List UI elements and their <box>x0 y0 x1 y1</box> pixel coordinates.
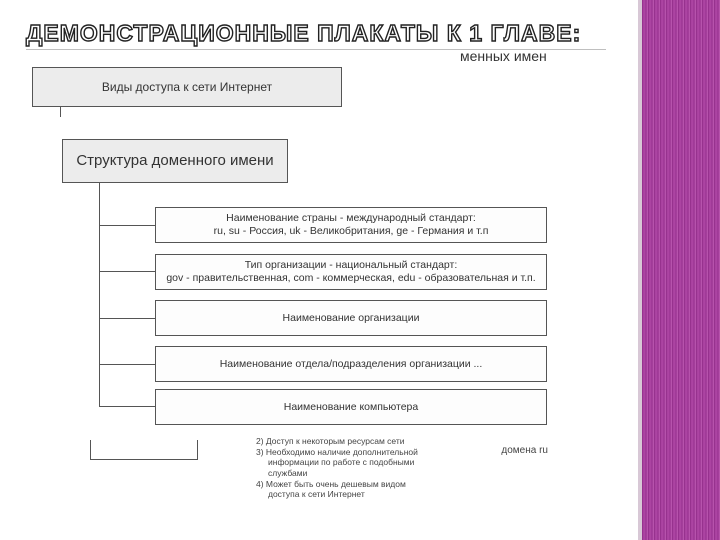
level-box-computer <box>155 389 547 425</box>
connector-h-3 <box>99 318 155 319</box>
level-org-type-line2: gov - правительственная, com - коммерческая, edu - образовательная и т.п. <box>166 272 536 284</box>
background-right-note <box>496 445 548 457</box>
connector-h-1 <box>99 225 155 226</box>
level-org-name-label: Наименование организации <box>282 311 420 324</box>
level-box-country <box>155 207 547 243</box>
level-country-line1: Наименование страны - международный стандарт: <box>226 212 476 225</box>
box-access-types <box>32 67 342 107</box>
box-domain-structure <box>62 139 288 183</box>
box-access-types-label: Виды доступа к сети Интернет <box>101 79 273 94</box>
faded-background-text: менных имен <box>460 48 547 64</box>
box-domain-structure-label: Структура доменного имени <box>76 152 274 169</box>
right-note-line2: домена ru <box>501 445 548 456</box>
bracket-left-v1 <box>90 440 91 460</box>
level-computer-label: Наименование компьютера <box>283 400 419 413</box>
background-list <box>256 436 456 500</box>
background-list-item: 3) Необходимо наличие дополнительной <box>256 446 418 457</box>
level-box-department <box>155 346 547 382</box>
background-list-item: 2) Доступ к некоторым ресурсам сети <box>256 436 405 446</box>
connector-h-2 <box>99 271 155 272</box>
connector-h-5 <box>99 406 155 407</box>
background-list-item: 4) Может быть очень дешевым видом <box>256 478 406 489</box>
level-org-type-line1: Тип организации - национальный стандарт: <box>244 259 458 272</box>
level-box-org-type <box>155 254 547 290</box>
background-list-item: информации по работе с подобными <box>268 457 415 468</box>
slide-title: ДЕМОНСТРАЦИОННЫЕ ПЛАКАТЫ К 1 ГЛАВЕ: <box>26 20 582 46</box>
level-box-org-name <box>155 300 547 336</box>
connector-top <box>60 107 61 117</box>
connector-vertical <box>99 183 100 406</box>
connector-h-4 <box>99 364 155 365</box>
background-list-item: доступа к сети Интернет <box>268 489 365 500</box>
background-list-item: службами <box>268 467 308 478</box>
bracket-left-v2 <box>197 440 198 460</box>
bracket-left-h <box>90 459 198 460</box>
decorative-side-stripe <box>642 0 720 540</box>
level-department-label: Наименование отдела/подразделения организации ... <box>219 357 483 370</box>
level-country-line2: ru, su - Россия, uk - Великобритания, ge - Германия и т.п <box>213 225 489 237</box>
